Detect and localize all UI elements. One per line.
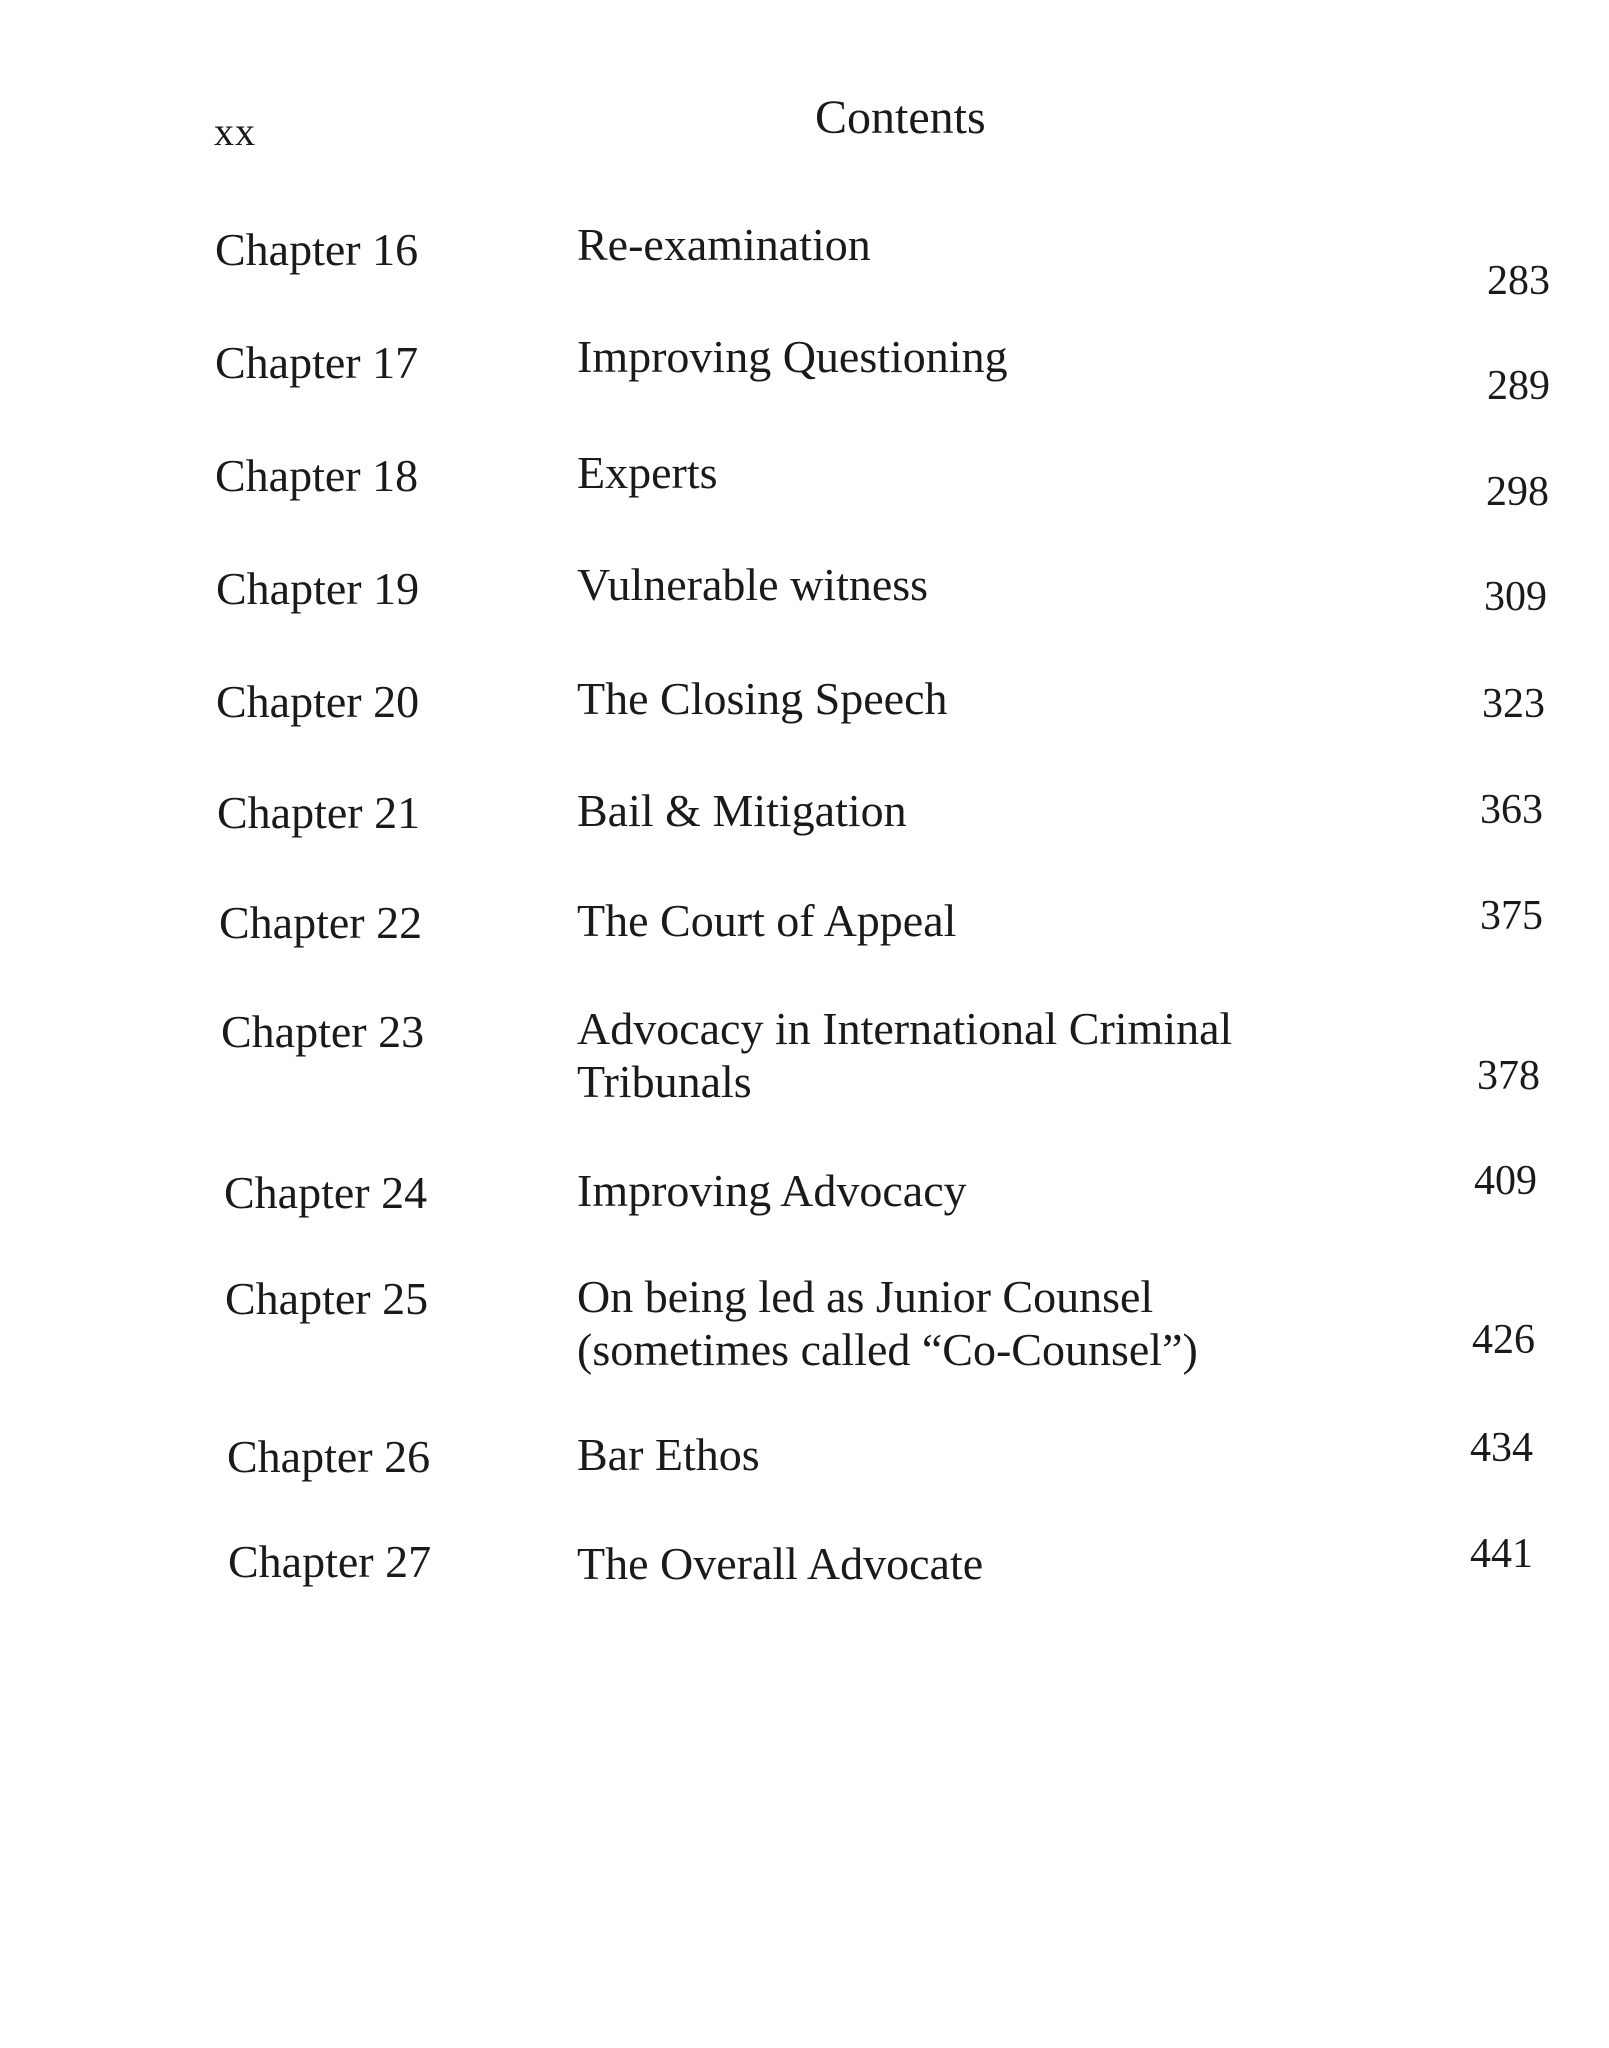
chapter-title: [577, 330, 1008, 383]
chapter-page-number: 375: [1480, 893, 1543, 939]
chapter-title: [577, 784, 907, 837]
chapter-label: Chapter 18: [215, 450, 419, 501]
chapter-title-line: Bar Ethos: [577, 1429, 760, 1480]
chapter-label: Chapter 20: [216, 676, 420, 727]
chapter-title: [577, 1164, 967, 1217]
chapter-page-number: 426: [1472, 1317, 1535, 1363]
chapter-title-line: On being led as Junior Counsel: [577, 1271, 1154, 1322]
chapter-title: [577, 446, 718, 499]
chapter-page-number: 283: [1487, 258, 1550, 304]
chapter-title-line: Re-examination: [577, 219, 871, 270]
chapter-title: [577, 1537, 983, 1590]
chapter-title-line: Bail & Mitigation: [577, 785, 907, 836]
running-head: Contents: [815, 91, 986, 144]
chapter-page-number: 323: [1482, 681, 1545, 727]
chapter-title: [577, 1428, 760, 1481]
chapter-title-line: The Overall Advocate: [577, 1538, 984, 1589]
chapter-label: Chapter 25: [225, 1273, 429, 1324]
chapter-page-number: 309: [1484, 574, 1547, 620]
chapter-title-line: Experts: [577, 447, 718, 498]
chapter-label: Chapter 16: [215, 224, 419, 275]
chapter-label: Chapter 17: [215, 337, 419, 388]
chapter-page-number: 434: [1470, 1425, 1533, 1471]
chapter-page-number: 441: [1470, 1531, 1533, 1577]
chapter-label: Chapter 21: [217, 787, 421, 838]
chapter-label: Chapter 27: [228, 1536, 432, 1587]
chapter-page-number: 378: [1477, 1053, 1540, 1099]
chapter-title-line: Advocacy in International Criminal: [577, 1003, 1233, 1054]
chapter-label: Chapter 22: [219, 897, 423, 948]
chapter-label: Chapter 19: [216, 563, 420, 614]
chapter-title-line: Improving Advocacy: [577, 1165, 967, 1216]
chapter-title-line: Vulnerable witness: [577, 559, 929, 610]
chapter-title-line: The Court of Appeal: [577, 895, 957, 946]
chapter-title: [577, 558, 928, 611]
chapter-title: [577, 1002, 1232, 1108]
chapter-title: [577, 894, 956, 947]
chapter-page-number: 409: [1474, 1158, 1537, 1204]
chapter-title-line: Improving Questioning: [577, 331, 1008, 382]
chapter-label: Chapter 24: [224, 1167, 428, 1218]
chapter-page-number: 363: [1480, 787, 1543, 833]
chapter-title-line: (sometimes called “Co-Counsel”): [577, 1324, 1198, 1375]
chapter-title: [577, 672, 948, 725]
chapter-page-number: 298: [1486, 469, 1549, 515]
chapter-title: [577, 1270, 1198, 1376]
page-number: xx: [214, 109, 256, 154]
chapter-title: [577, 218, 871, 271]
chapter-title-line: Tribunals: [577, 1056, 752, 1107]
chapter-label: Chapter 23: [221, 1006, 425, 1057]
chapter-page-number: 289: [1487, 363, 1550, 409]
chapter-title-line: The Closing Speech: [577, 673, 948, 724]
chapter-label: Chapter 26: [227, 1431, 431, 1482]
